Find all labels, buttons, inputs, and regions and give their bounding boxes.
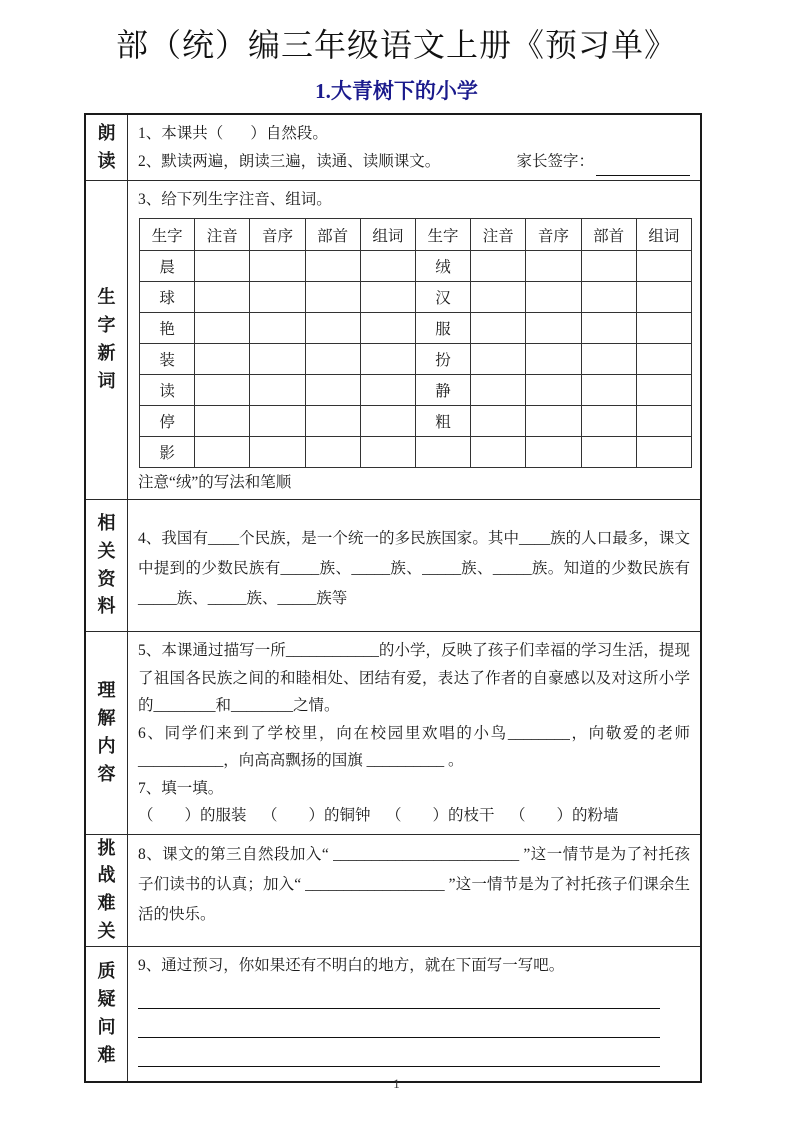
char-table-header-cell: 注音 xyxy=(195,219,250,251)
char-table-cell xyxy=(581,375,636,406)
char-table-cell xyxy=(581,313,636,344)
parent-signature-label: 家长签字： xyxy=(516,153,594,170)
char-table-cell xyxy=(250,251,305,282)
character-note: 注意“绒”的写法和笔顺 xyxy=(138,474,292,491)
char-table-cell xyxy=(305,406,360,437)
char-table-cell xyxy=(360,251,415,282)
char-table-cell xyxy=(360,406,415,437)
char-table-cell: 影 xyxy=(140,437,195,468)
char-table-cell xyxy=(526,344,581,375)
char-table-cell xyxy=(195,282,250,313)
item-4-text: 4、我国有____个民族，是一个统一的多民族国家。其中____族的人口最多，课文中提到的少数民族有_____族、_____族、_____族、_____族。知道的少数民族有_____族、_____族、_____族等 xyxy=(138,530,690,607)
char-table-cell xyxy=(250,437,305,468)
char-table-cell xyxy=(471,437,526,468)
char-table-header-row xyxy=(140,219,692,251)
char-table-cell: 球 xyxy=(140,282,195,313)
section-comprehension-content xyxy=(128,632,700,834)
writing-line xyxy=(138,1038,660,1067)
char-table-cell xyxy=(526,313,581,344)
char-table-cell xyxy=(526,282,581,313)
char-table-cell xyxy=(305,344,360,375)
section-new-characters xyxy=(86,181,700,500)
section-label-reading: 朗读 xyxy=(86,115,128,180)
char-table-row xyxy=(140,344,692,375)
char-table-cell xyxy=(581,282,636,313)
parent-signature-blank xyxy=(596,154,690,176)
char-table-cell xyxy=(636,282,691,313)
document-title: 部（统）编三年级语文上册《预习单》 xyxy=(115,27,677,63)
item-1-text: 1、本课共（ ）自然段。 xyxy=(138,125,328,142)
writing-line xyxy=(138,1009,660,1038)
section-label-related-materials: 相关资料 xyxy=(86,500,128,631)
char-table-cell: 服 xyxy=(415,313,470,344)
char-table-cell xyxy=(526,375,581,406)
char-table-cell xyxy=(195,313,250,344)
char-table-header-cell: 组词 xyxy=(636,219,691,251)
char-table-cell xyxy=(636,437,691,468)
char-table-row xyxy=(140,437,692,468)
char-table-cell xyxy=(305,375,360,406)
lesson-subtitle: 1.大青树下的小学 xyxy=(315,79,478,103)
char-table-cell: 读 xyxy=(140,375,195,406)
item-7-blanks: （ ）的服装 （ ）的铜钟 （ ）的枝干 （ ）的粉墙 xyxy=(138,807,619,824)
char-table-row xyxy=(140,406,692,437)
char-table-cell xyxy=(195,406,250,437)
section-challenge xyxy=(86,835,700,948)
char-table-cell xyxy=(415,437,470,468)
char-table-cell xyxy=(581,344,636,375)
section-label-questions: 质疑问难 xyxy=(86,947,128,1081)
char-table-body xyxy=(140,251,692,468)
item-2-text: 2、默读两遍，朗读三遍，读通、读顺课文。 xyxy=(138,153,441,170)
char-table-cell xyxy=(250,375,305,406)
char-table-cell: 晨 xyxy=(140,251,195,282)
char-table-cell xyxy=(636,375,691,406)
char-table-cell xyxy=(195,344,250,375)
char-table-cell xyxy=(360,282,415,313)
char-table-header-cell: 生字 xyxy=(415,219,470,251)
char-table-header-cell: 部首 xyxy=(581,219,636,251)
page-number: 1 xyxy=(393,1076,400,1091)
section-comprehension xyxy=(86,632,700,835)
item-6-text: 6、同学们来到了学校里，向在校园里欢唱的小鸟________，向敬爱的老师___________，向高高飘扬的国旗 __________ 。 xyxy=(138,724,690,769)
char-table-cell xyxy=(526,406,581,437)
character-table xyxy=(139,218,692,468)
item-7-text: 7、填一填。 xyxy=(138,779,224,797)
section-questions xyxy=(86,947,700,1081)
char-table-header-cell: 注音 xyxy=(471,219,526,251)
char-table-cell xyxy=(471,313,526,344)
char-table-row xyxy=(140,375,692,406)
section-label-comprehension: 理解内容 xyxy=(86,632,128,834)
char-table-cell xyxy=(360,313,415,344)
char-table-cell xyxy=(581,251,636,282)
char-table-cell xyxy=(471,344,526,375)
char-table-cell xyxy=(581,406,636,437)
char-table-cell xyxy=(360,375,415,406)
section-new-characters-content xyxy=(128,181,700,499)
char-table-cell: 停 xyxy=(140,406,195,437)
section-reading xyxy=(86,115,700,181)
char-table-header-cell: 部首 xyxy=(305,219,360,251)
char-table-cell: 绒 xyxy=(415,251,470,282)
char-table-row xyxy=(140,282,692,313)
item-5-text: 5、本课通过描写一所____________的小学，反映了孩子们幸福的学习生活，提现了祖国各民族之间的和睦相处、团结有爱，表达了作者的自豪感以及对这所小学的________和________之情。 xyxy=(138,642,690,714)
char-table-cell xyxy=(305,251,360,282)
char-table-header-cell: 音序 xyxy=(526,219,581,251)
char-table-cell xyxy=(636,406,691,437)
char-table-cell xyxy=(195,437,250,468)
char-table-cell: 汉 xyxy=(415,282,470,313)
char-table-header-cell: 音序 xyxy=(250,219,305,251)
char-table-cell xyxy=(305,437,360,468)
char-table-cell xyxy=(471,375,526,406)
char-table-cell xyxy=(526,437,581,468)
char-table-cell xyxy=(250,282,305,313)
char-table-cell xyxy=(471,406,526,437)
char-table-cell xyxy=(636,251,691,282)
char-table-row xyxy=(140,251,692,282)
section-label-challenge: 挑战难关 xyxy=(86,835,128,947)
char-table-cell xyxy=(250,313,305,344)
char-table-header-cell: 生字 xyxy=(140,219,195,251)
char-table-cell xyxy=(250,344,305,375)
char-table-cell: 艳 xyxy=(140,313,195,344)
char-table-cell xyxy=(636,344,691,375)
item-8-text: 8、课文的第三自然段加入“ ________________________ ”这一情节是为了衬托孩子们读书的认真；加入“ __________________ ”这一情节是为了衬托孩子们课余生活的快乐。 xyxy=(138,845,690,923)
char-table-cell xyxy=(250,406,305,437)
section-label-new-characters: 生字新词 xyxy=(86,181,128,499)
section-related-materials xyxy=(86,500,700,632)
char-table-cell xyxy=(305,282,360,313)
char-table-cell: 静 xyxy=(415,375,470,406)
char-table-cell xyxy=(195,375,250,406)
section-questions-content xyxy=(128,947,700,1081)
section-challenge-content xyxy=(128,835,700,947)
worksheet-table xyxy=(84,113,702,1083)
section-reading-content xyxy=(128,115,700,180)
char-table-cell xyxy=(636,313,691,344)
char-table-cell: 装 xyxy=(140,344,195,375)
item-3-text: 3、给下列生字注音、组词。 xyxy=(138,191,332,208)
char-table-cell xyxy=(360,437,415,468)
writing-line xyxy=(138,980,660,1009)
item-9-text: 9、通过预习，你如果还有不明白的地方，就在下面写一写吧。 xyxy=(138,957,565,975)
char-table-cell xyxy=(471,282,526,313)
char-table-cell xyxy=(526,251,581,282)
char-table-cell xyxy=(471,251,526,282)
char-table-header-cell: 组词 xyxy=(360,219,415,251)
char-table-row xyxy=(140,313,692,344)
char-table-cell: 粗 xyxy=(415,406,470,437)
section-related-materials-content xyxy=(128,500,700,631)
item-2-row xyxy=(138,148,690,176)
char-table-cell xyxy=(581,437,636,468)
char-table-cell xyxy=(195,251,250,282)
parent-signature xyxy=(516,148,690,176)
char-table-cell xyxy=(305,313,360,344)
char-table-cell: 扮 xyxy=(415,344,470,375)
char-table-cell xyxy=(360,344,415,375)
